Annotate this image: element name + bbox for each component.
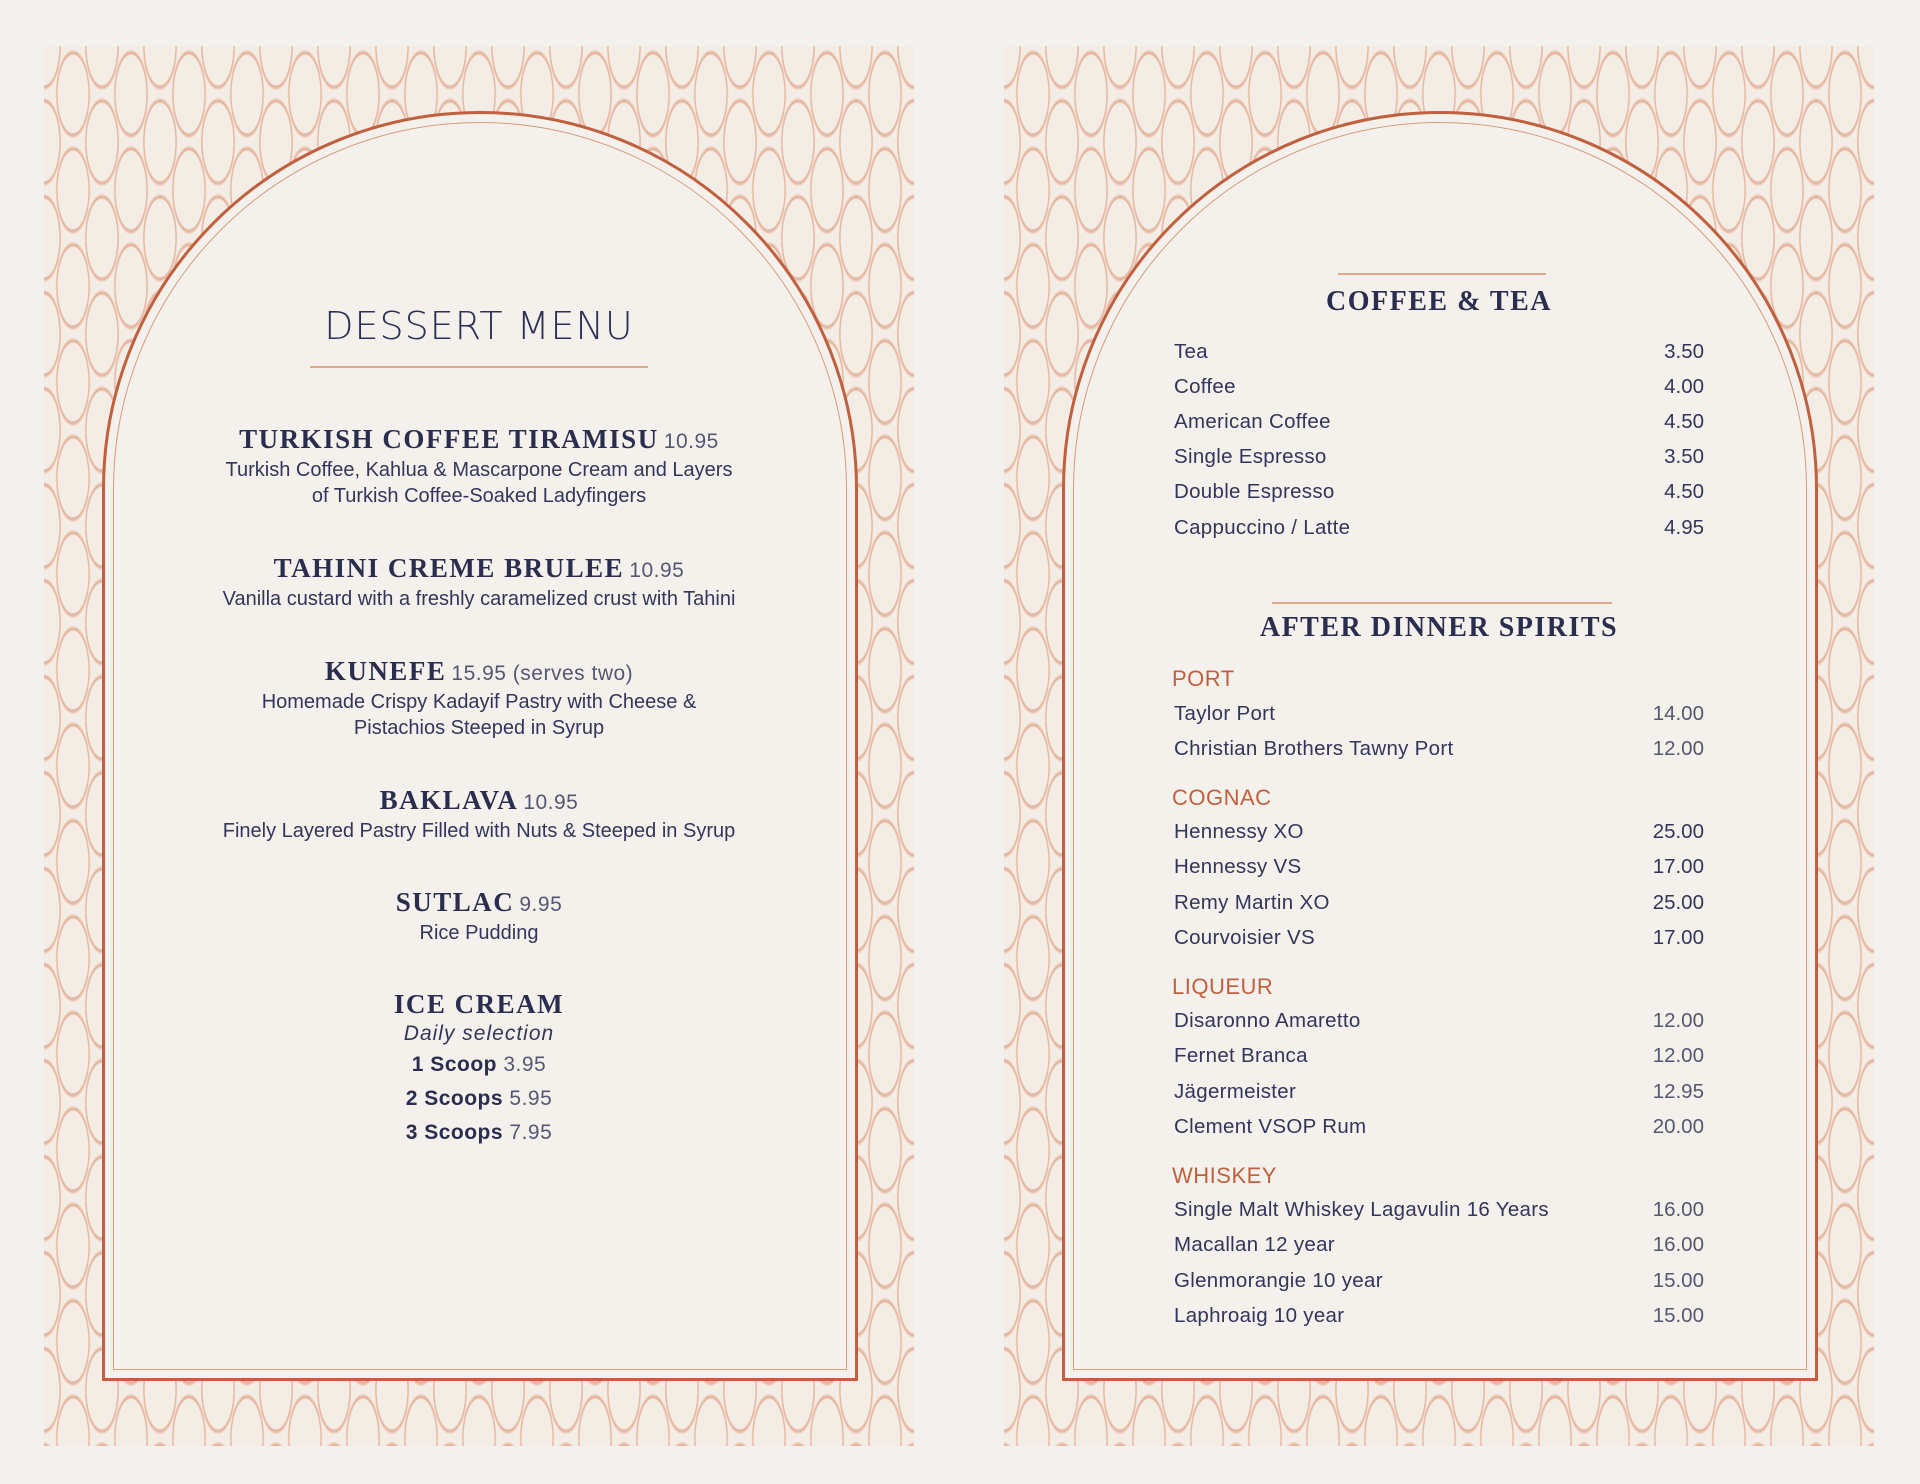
row-name: Double Espresso	[1174, 480, 1335, 503]
row-name: Macallan 12 year	[1174, 1233, 1335, 1256]
subsection-cognac: COGNAC	[1172, 785, 1272, 810]
item-description: Pistachios Steeped in Syrup	[353, 717, 605, 739]
dessert-menu-content	[44, 46, 914, 1446]
item-name: TAHINI CREME BRULEE	[273, 553, 625, 583]
item-price: 9.95	[519, 893, 563, 916]
item-price: 15.95 (serves two)	[451, 662, 634, 685]
row-name: Jägermeister	[1174, 1080, 1297, 1103]
scoop-option	[44, 1116, 914, 1150]
spirits-title: AFTER DINNER SPIRITS	[1259, 612, 1619, 643]
row-price: 15.00	[1652, 1269, 1704, 1292]
row-name: Courvoisier VS	[1174, 926, 1315, 949]
menu-row	[1174, 855, 1704, 885]
section-divider	[1272, 602, 1612, 604]
item-description: Rice Pudding	[419, 922, 539, 944]
item-name: SUTLAC	[395, 887, 515, 917]
scoop-price: 3.95	[503, 1053, 547, 1076]
title-divider	[310, 366, 648, 368]
scoop-option	[44, 1048, 914, 1082]
item-price: 10.95	[663, 430, 719, 453]
row-price: 12.00	[1652, 737, 1704, 760]
subsection-whiskey: WHISKEY	[1172, 1163, 1277, 1188]
item-name: KUNEFE	[324, 656, 447, 686]
row-price: 4.00	[1664, 375, 1704, 398]
menu-item-ice-cream	[44, 989, 914, 1150]
item-price: 10.95	[629, 559, 685, 582]
scoop-label: 2 Scoops	[405, 1087, 504, 1110]
menu-row	[1174, 1080, 1704, 1110]
row-price: 20.00	[1652, 1115, 1704, 1138]
scoop-price: 7.95	[509, 1121, 553, 1144]
item-name: BAKLAVA	[379, 785, 519, 815]
scoop-label: 3 Scoops	[405, 1121, 504, 1144]
row-name: Cappuccino / Latte	[1174, 516, 1351, 539]
scoop-label: 1 Scoop	[411, 1053, 497, 1076]
menu-item-kunefe	[44, 656, 914, 741]
row-price: 12.95	[1652, 1080, 1704, 1103]
row-name: Coffee	[1174, 375, 1236, 398]
row-price: 4.50	[1664, 480, 1704, 503]
row-price: 25.00	[1652, 891, 1704, 914]
row-price: 3.50	[1664, 445, 1704, 468]
menu-row	[1174, 340, 1704, 370]
row-price: 16.00	[1652, 1233, 1704, 1256]
menu-row	[1174, 702, 1704, 732]
section-divider	[1338, 273, 1546, 275]
row-name: Taylor Port	[1174, 702, 1276, 725]
drinks-menu-panel	[1004, 46, 1874, 1446]
row-price: 16.00	[1652, 1198, 1704, 1221]
item-description: Vanilla custard with a freshly caramelized crust with Tahini	[222, 588, 736, 610]
row-price: 12.00	[1652, 1044, 1704, 1067]
row-name: Clement VSOP Rum	[1174, 1115, 1367, 1138]
menu-item-sutlac	[44, 887, 914, 946]
coffee-tea-title: COFFEE & TEA	[1326, 286, 1552, 317]
menu-row	[1174, 1269, 1704, 1299]
scoop-option	[44, 1082, 914, 1116]
row-price: 25.00	[1652, 820, 1704, 843]
menu-row	[1174, 445, 1704, 475]
menu-item-baklava	[44, 785, 914, 844]
menu-row	[1174, 926, 1704, 956]
dessert-menu-title: DESSERT MENU	[324, 304, 634, 348]
item-description: of Turkish Coffee-Soaked Ladyfingers	[311, 485, 647, 507]
menu-row	[1174, 891, 1704, 921]
menu-row	[1174, 375, 1704, 405]
item-name: TURKISH COFFEE TIRAMISU	[239, 424, 659, 454]
drinks-menu-content	[1004, 46, 1874, 1446]
menu-item-tiramisu	[44, 424, 914, 509]
row-name: Tea	[1174, 340, 1208, 363]
item-description: Finely Layered Pastry Filled with Nuts & Steeped in Syrup	[222, 820, 736, 842]
item-description: Homemade Crispy Kadayif Pastry with Cheese &	[261, 691, 697, 713]
row-name: Single Espresso	[1174, 445, 1327, 468]
row-price: 15.00	[1652, 1304, 1704, 1327]
row-name: Christian Brothers Tawny Port	[1174, 737, 1454, 760]
subsection-liqueur: LIQUEUR	[1172, 974, 1274, 999]
item-note: Daily selection	[403, 1022, 555, 1045]
menu-row	[1174, 1044, 1704, 1074]
row-name: Glenmorangie 10 year	[1174, 1269, 1383, 1292]
item-description: Turkish Coffee, Kahlua & Mascarpone Cream and Layers	[225, 459, 733, 481]
menu-row	[1174, 480, 1704, 510]
row-price: 4.95	[1664, 516, 1704, 539]
row-price: 4.50	[1664, 410, 1704, 433]
row-name: Fernet Branca	[1174, 1044, 1308, 1067]
menu-row	[1174, 1198, 1704, 1228]
scoop-price: 5.95	[509, 1087, 553, 1110]
row-name: Disaronno Amaretto	[1174, 1009, 1361, 1032]
row-price: 14.00	[1652, 702, 1704, 725]
row-name: Single Malt Whiskey Lagavulin 16 Years	[1174, 1198, 1549, 1221]
menu-row	[1174, 516, 1704, 546]
row-name: Laphroaig 10 year	[1174, 1304, 1345, 1327]
dessert-menu-panel	[44, 46, 914, 1446]
menu-row	[1174, 1115, 1704, 1145]
row-name: Remy Martin XO	[1174, 891, 1330, 914]
row-price: 12.00	[1652, 1009, 1704, 1032]
subsection-port: PORT	[1172, 666, 1235, 691]
row-price: 17.00	[1652, 855, 1704, 878]
row-name: American Coffee	[1174, 410, 1331, 433]
menu-row	[1174, 1009, 1704, 1039]
menu-item-creme-brulee	[44, 553, 914, 612]
menu-row	[1174, 410, 1704, 440]
menu-row	[1174, 1233, 1704, 1263]
item-name: ICE CREAM	[393, 989, 565, 1019]
menu-row	[1174, 1304, 1704, 1334]
row-price: 3.50	[1664, 340, 1704, 363]
row-name: Hennessy VS	[1174, 855, 1302, 878]
menu-row	[1174, 820, 1704, 850]
row-name: Hennessy XO	[1174, 820, 1304, 843]
item-price: 10.95	[523, 791, 579, 814]
row-price: 17.00	[1652, 926, 1704, 949]
menu-row	[1174, 737, 1704, 767]
